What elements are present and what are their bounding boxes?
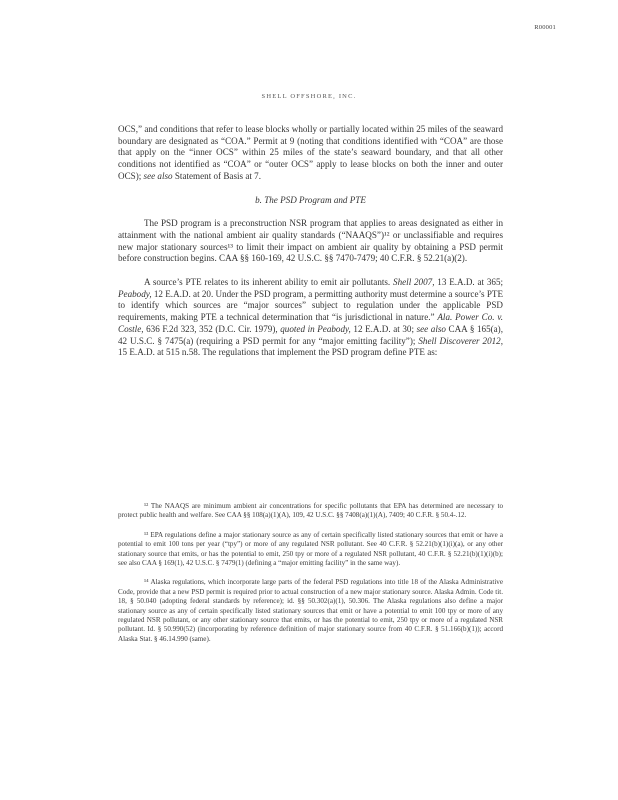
p3-shell-2007: Shell 2007,	[393, 277, 435, 288]
footnote-13: ¹³ EPA regulations define a major stationary source as any of certain specifically listed stationary sources that emit or have a potential to emit 100 tons per year (“tpy”) or more of any regulated NSR pollutant. See 40 C.F.R. § 52.21(b)(1)(i)(a), or any other stationary source that emits, or has the potential to emit, 250 tpy or more of a regulated NSR pollutant, 40 C.F.R. § 52.21(b)(1)(i)(b); see also CAA § 169(1), 42 U.S.C. § 7479(1) (defining a “major emitting facility” in the same way).	[118, 530, 503, 568]
p3-shell-2012: Shell Discoverer 2012,	[418, 335, 504, 346]
p3-b: 13 E.A.D. at 365;	[437, 277, 504, 288]
p3-g: 15 E.A.D. at 515 n.58. The regulations that implement the PSD program define PTE as:	[118, 347, 438, 358]
page-number: R00001	[534, 24, 556, 31]
p3-quoted-in: quoted in Peabody,	[280, 323, 351, 334]
p3-see-also: see also	[416, 323, 446, 334]
footnote-14: ¹⁴ Alaska regulations, which incorporate large parts of the federal PSD regulations into title 18 of the Alaska Administrative Code, provide that a new PSD permit is required prior to actual construction of a new major stationary source. Alaska Admin. Code tit. 18, § 50.040 (adopting federal standards by reference); id. §§ 50.302(a)(1), 50.306. The Alaska regulations also define a major stationary source as any of certain specifically listed stationary sources that emit or have a potential to emit 100 tpy or more of any regulated NSR pollutant, or any other stationary source that emits, or has the potential to emit, 250 tpy or more of a regulated NSR pollutant. Id. § 50.990(52) (incorporating by reference definition of major stationary source from 40 C.F.R. § 51.166(b)(1)); accord Alaska Stat. § 46.14.990 (same).	[118, 578, 503, 643]
p3-d: 636 F.2d 323, 352 (D.C. Cir. 1979),	[146, 323, 278, 334]
paragraph-3	[118, 277, 503, 359]
footnote-12: ¹² The NAAQS are minimum ambient air concentrations for specific pollutants that EPA has determined are necessary to protect public health and welfare. See CAA §§ 108(a)(1)(A), 109, 42 U.S.C. §§ 7408(a)(1)(A), 7409; 40 C.F.R. § 50.4-.12.	[118, 502, 503, 520]
p3-e: 12 E.A.D. at 30;	[353, 323, 414, 334]
running-head: SHELL OFFSHORE, INC.	[261, 93, 357, 100]
paragraph-1	[118, 124, 503, 183]
body-text	[118, 124, 503, 359]
p1-text: OCS,” and conditions that refer to lease blocks wholly or partially located within 25 miles of the seaward boundary are designated as “COA.” Permit at 9 (noting that conditions identified with “COA” are those that apply on the “inner OCS” within 25 miles of the state’s seaward boundary, and that all other conditions not identified as “COA” or “outer OCS” apply to lease blocks on both the inner and outer OCS);	[118, 124, 503, 181]
p3-peabody: Peabody,	[118, 288, 152, 299]
section-heading: b. The PSD Program and PTE	[255, 194, 366, 205]
p3-f: CAA § 165(a), 42 U.S.C. § 7475(a) (requiring a PSD permit for any “major emitting facility”);	[118, 323, 503, 346]
p3-c: 12 E.A.D. at 20. Under the PSD program, a permitting authority must determine a source’s PTE to identify which sources are “major sources” subject to regulation under the applicable PSD requirements, making PTE a technical determination that “is jurisdictional in nature.”	[118, 288, 503, 323]
footnotes	[118, 502, 503, 654]
p3-a: A source’s PTE relates to its inherent ability to emit air pollutants.	[144, 277, 391, 288]
p1-end: Statement of Basis at 7.	[174, 170, 261, 181]
p3-alabama-power: Ala. Power Co. v. Costle,	[118, 312, 503, 334]
p1-see-also: see also	[143, 170, 173, 181]
paragraph-2: The PSD program is a preconstruction NSR program that applies to areas designated as either in attainment with the national ambient air quality standards (“NAAQS”)¹² or unclassifiable and requires new major stationary sources¹³ to limit their impact on ambient air quality by obtaining a PSD permit before construction begins. CAA §§ 160-169, 42 U.S.C. §§ 7470-7479; 40 C.F.R. § 52.21(a)(2).	[118, 218, 503, 264]
